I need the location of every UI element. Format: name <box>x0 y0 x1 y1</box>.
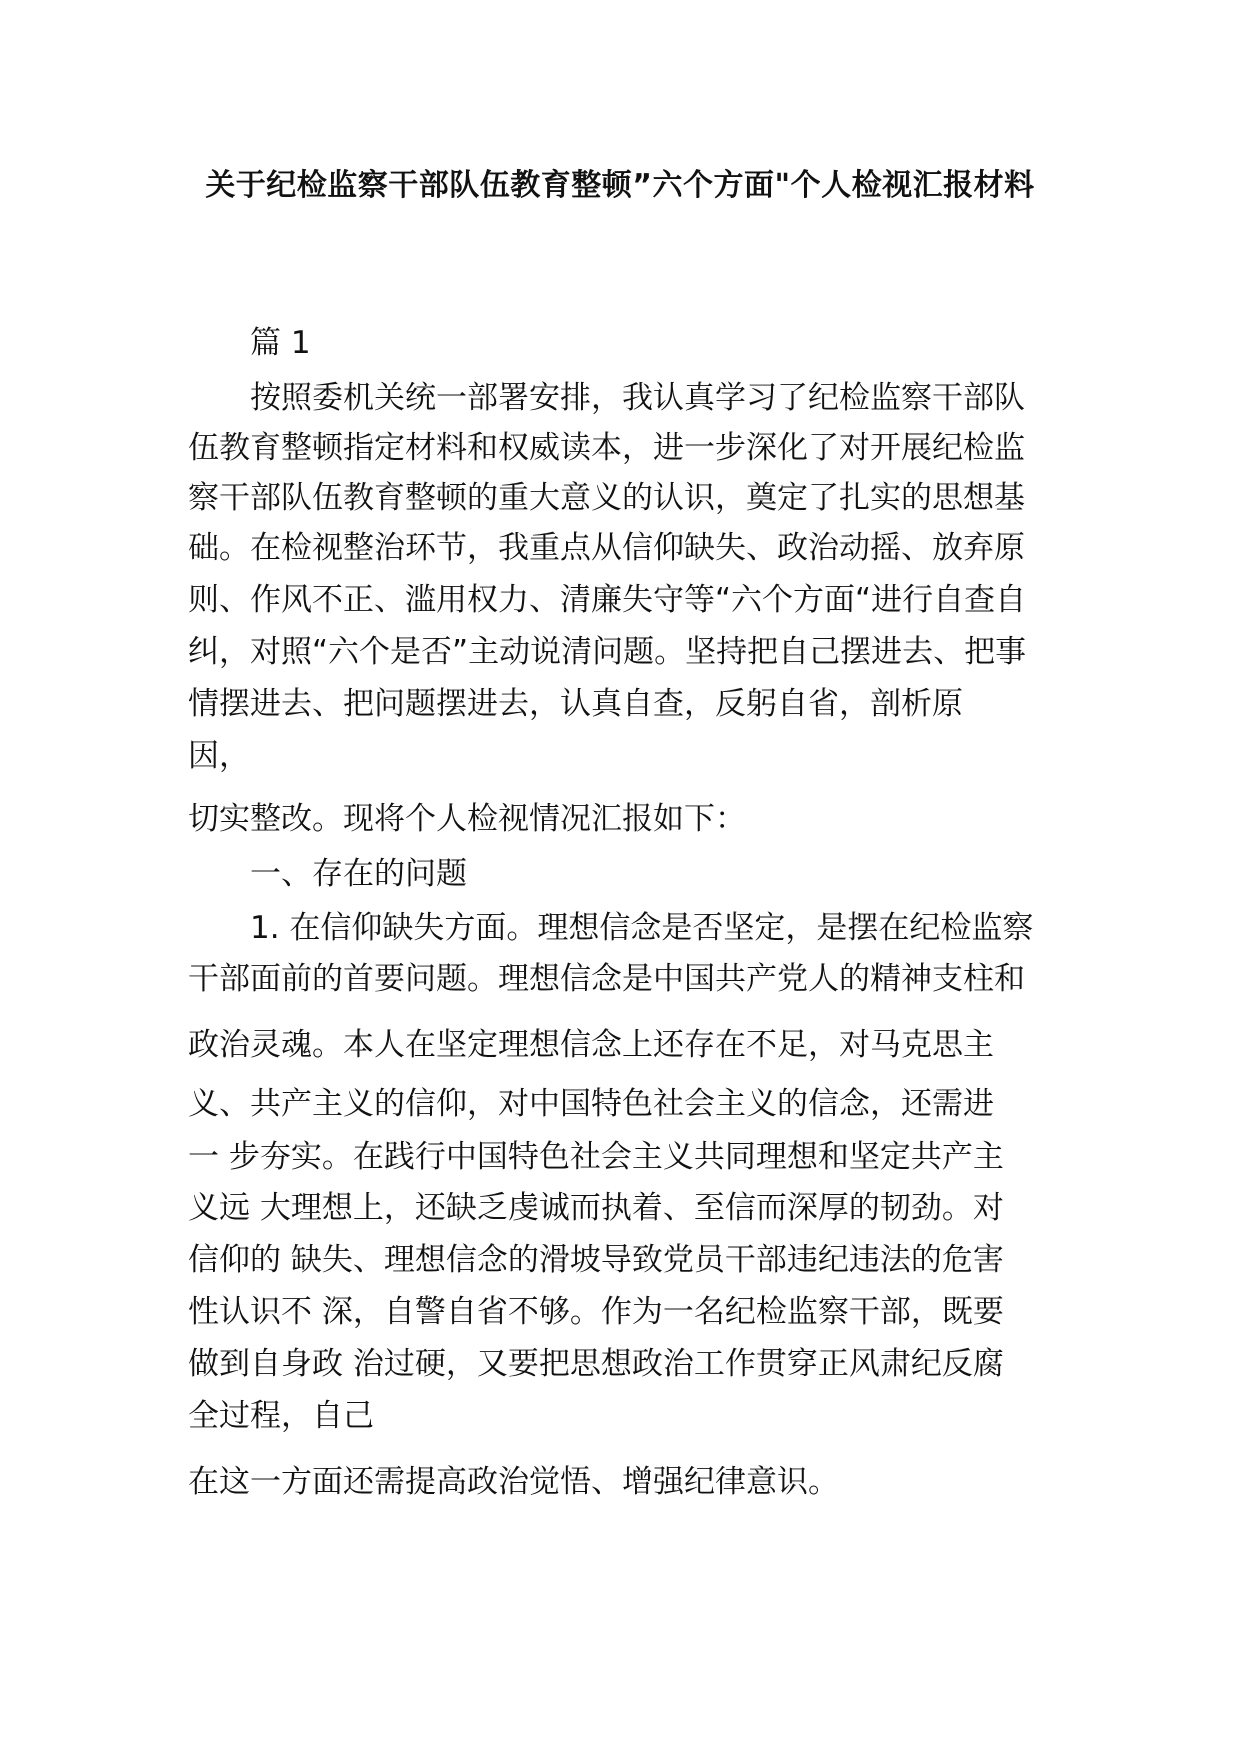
section-heading: 一、存在的问题 <box>250 856 467 892</box>
paragraph-line: 全过程，自己 <box>188 1398 374 1434</box>
paragraph-line: 纠，对照“六个是否”主动说清问题。坚持把自己摆进去、把事 <box>188 634 1027 670</box>
paragraph-line: 性认识不 深，自警自省不够。作为一名纪检监察干部，既要 <box>188 1294 1004 1330</box>
paragraph-line: 政治灵魂。本人在坚定理想信念上还存在不足，对马克思主 <box>188 1027 994 1063</box>
paragraph-line: 一 步夯实。在践行中国特色社会主义共同理想和坚定共产主 <box>188 1139 1004 1175</box>
paragraph-line: 在这一方面还需提高政治觉悟、增强纪律意识。 <box>188 1464 839 1500</box>
paragraph-line: 1. 在信仰缺失方面。理想信念是否坚定，是摆在纪检监察 <box>250 910 1034 946</box>
section-label: 篇 1 <box>250 325 311 361</box>
paragraph-line: 伍教育整顿指定材料和权威读本，进一步深化了对开展纪检监 <box>188 430 1025 466</box>
paragraph-line: 按照委机关统一部署安排，我认真学习了纪检监察干部队 <box>250 380 1025 416</box>
document-title: 关于纪检监察干部队伍教育整顿”六个方面"个人检视汇报材料 <box>205 168 1035 203</box>
paragraph-line: 信仰的 缺失、理想信念的滑坡导致党员干部违纪违法的危害 <box>188 1242 1004 1278</box>
paragraph-line: 做到自身政 治过硬，又要把思想政治工作贯穿正风肃纪反腐 <box>188 1346 1004 1382</box>
paragraph-line: 础。在检视整治环节，我重点从信仰缺失、政治动摇、放弃原 <box>188 530 1025 566</box>
paragraph-line: 察干部队伍教育整顿的重大意义的认识，奠定了扎实的思想基 <box>188 480 1025 516</box>
paragraph-line: 因， <box>188 738 250 774</box>
paragraph-line: 情摆进去、把问题摆进去，认真自查，反躬自省，剖析原 <box>188 686 963 722</box>
paragraph-line: 干部面前的首要问题。理想信念是中国共产党人的精神支柱和 <box>188 961 1025 997</box>
paragraph-line: 切实整改。现将个人检视情况汇报如下： <box>188 801 746 837</box>
paragraph-line: 义、共产主义的信仰，对中国特色社会主义的信念，还需进 <box>188 1086 994 1122</box>
paragraph-line: 则、作风不正、滥用权力、清廉失守等“六个方面“进行自查自 <box>188 582 1027 618</box>
paragraph-line: 义远 大理想上，还缺乏虔诚而执着、至信而深厚的韧劲。对 <box>188 1190 1004 1226</box>
